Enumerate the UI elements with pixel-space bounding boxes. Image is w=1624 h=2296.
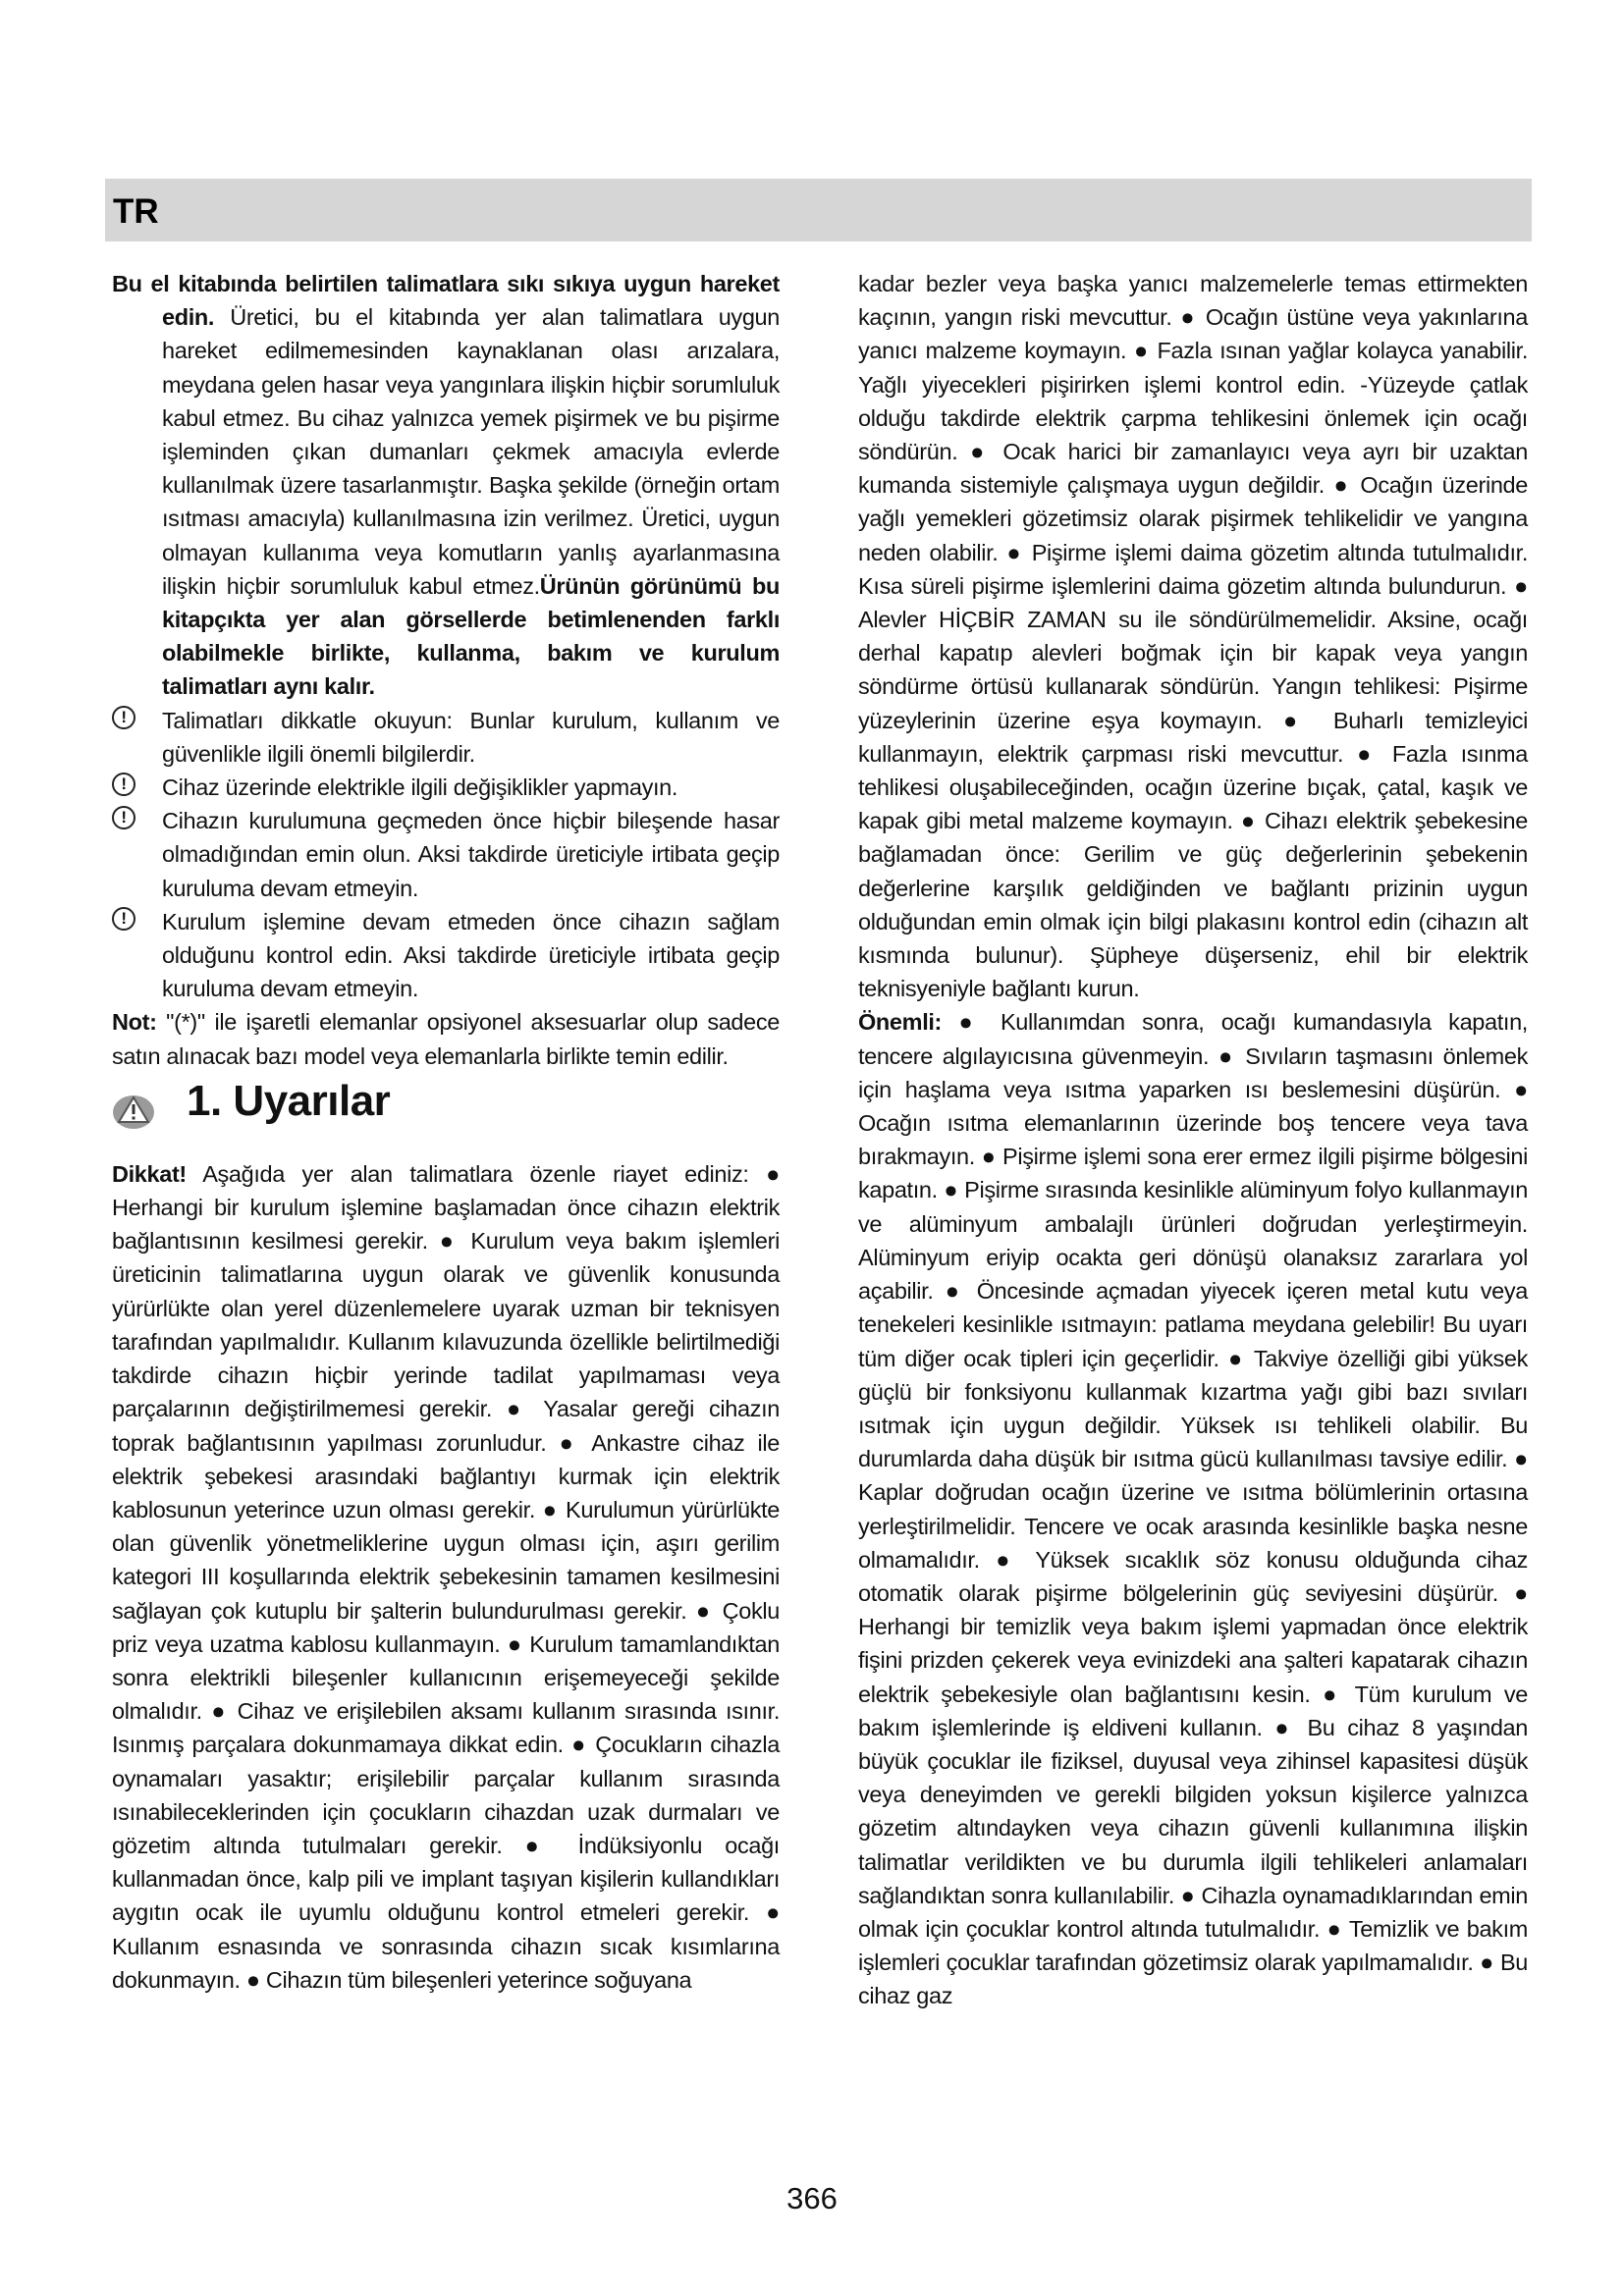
warnings-paragraph (112, 1157, 780, 1997)
language-header-bar (105, 179, 1532, 241)
exclamation-circle-icon: ! (112, 907, 135, 931)
language-code: TR (113, 192, 159, 231)
section-heading (112, 1076, 780, 1153)
exclamation-circle-icon: ! (112, 806, 135, 829)
optional-accessories-note (112, 1005, 780, 1072)
note-text: Kurulum işlemine devam etmeden önce cihazın sağlam olduğunu kontrol edin. Aksi takdirde üreticiyle irtibata geçip kuruluma devam etmeyin. (162, 908, 780, 1002)
exclamation-circle-icon: ! (112, 773, 135, 796)
section-title: 1. Uyarılar (187, 1076, 391, 1125)
page-number: 366 (786, 2181, 838, 2216)
note-text: Cihaz üzerinde elektrikle ilgili değişiklikler yapmayın. (162, 774, 678, 801)
intro-bold-lead: Bu el kitabında belirtilen talimatlara sıkı sıkıya uygun hareket edin. (112, 271, 780, 331)
warning-triangle-icon (112, 1091, 155, 1130)
dikkat-text: Aşağıda yer alan talimatlara özenle riayet ediniz: ● Herhangi bir kurulum işlemine başlamadan önce cihazın elektrik bağlantısının kesilmesi gerekir. ● Kurulum veya bakım işlemleri üreticinin talimatlarına uygun olarak ve güvenlik konusunda yürürlükte olan yerel düzenlemelere uyarak uzman bir teknisyen tarafından yapılmalıdır. Kullanım kılavuzunda özellikle belirtilmediği takdirde cihazın hiçbir yerinde tadilat yapılmaması veya parçalarının değiştirilmemesi gerekir. ● Yasalar gereği cihazın toprak bağlantısının yapılması zorunludur. ● Ankastre cihaz ile elektrik şebekesi arasındaki bağlantıyı kurmak için elektrik kablosunun yeterince uzun olması gerekir. ● Kurulumun yürürlükte olan güvenlik yönetmeliklerine uygun olması için, aşırı gerilim kategori III koşullarında elektrik şebekesinin tamamen kesilmesini sağlayan çok kutuplu bir şalterin bulundurulması gerekir. ● Çoklu priz veya uzatma kablosu kullanmayın. ● Kurulum tamamlandıktan sonra elektrikli bileşenler kullanıcının erişemeyeceği şekilde olmalıdır. ● Cihaz ve erişilebilen aksamı kullanım sırasında ısınır. Isınmış parçalara dokunmamaya dikkat edin. ● Çocukların cihazla oynamaları yasaktır; erişilebilir parçalar kullanım sırasında ısınabileceklerinden için çocukların cihazdan uzak durmaları ve gözetim altında tutulmaları gerekir. ● İndüksiyonlu ocağı kullanmadan önce, kalp pili ve implant taşıyan kişilerin kullandıkları aygıtın ocak ile uyumlu olduğunu kontrol etmeleri gerekir. ● Kullanım esnasında ve sonrasında cihazın sıcak kısımlarına dokunmayın. ● Cihazın tüm bileşenleri yeterince soğuyana (112, 1160, 780, 1993)
right-column (858, 267, 1528, 2013)
intro-text: Üretici, bu el kitabında yer alan talimatlara uygun hareket edilmemesinden kaynaklanan olası arızalara, meydana gelen hasar veya yangınlara ilişkin hiçbir sorumluluk kabul etmez. Bu cihaz yalnızca yemek pişirmek ve bu pişirme işleminden çıkan dumanları çekmek amacıyla evlerde kullanılmak üzere tasarlanmıştır. Başka şekilde (örneğin ortam ısıtması amacıyla) kullanılmasına izin verilmez. Üretici, uygun olmayan kullanıma veya komutların yanlış ayarlanmasına ilişkin hiçbir sorumluluk kabul etmez. (162, 304, 780, 599)
note-text: Cihazın kurulumuna geçmeden önce hiçbir bileşende hasar olmadığından emin olun. Aksi takdirde üreticiyle irtibata geçip kuruluma devam etmeyin. (162, 808, 780, 901)
note-item (112, 905, 780, 1006)
continued-warnings-paragraph: kadar bezler veya başka yanıcı malzemelerle temas ettirmekten kaçının, yangın riski mevcuttur. ● Ocağın üstüne veya yakınlarına yanıcı malzeme koymayın. ● Fazla ısınan yağlar kolayca yanabilir. Yağlı yiyecekleri pişirirken işlemi kontrol edin. -Yüzeyde çatlak olduğu takdirde elektrik çarpma tehlikesini önlemek için ocağı söndürün. ● Ocak harici bir zamanlayıcı veya ayrı bir uzaktan kumanda sistemiyle çalışmaya uygun değildir. ● Ocağın üzerinde yağlı yemekleri gözetimsiz olarak pişirmek tehlikelidir ve yangına neden olabilir. ● Pişirme işlemi daima gözetim altında tutulmalıdır. Kısa süreli pişirme işlemlerini daima gözetim altında bulundurun. ● Alevler HİÇBİR ZAMAN su ile söndürülmemelidir. Aksine, ocağı derhal kapatıp alevleri boğmak için bir kapak veya yangın söndürme örtüsü kullanarak söndürün. Yangın tehlikesi: Pişirme yüzeylerinin üzerine eşya koymayın. ● Buharlı temizleyici kullanmayın, elektrik çarpması riski mevcuttur. ● Fazla ısınma tehlikesi oluşabileceğinden, ocağın üzerine bıçak, çatal, kaşık ve kapak gibi metal malzeme koymayın. ● Cihazı elektrik şebekesine bağlamadan önce: Gerilim ve güç değerlerinin şebekenin değerlerine karşılık geldiğinden ve bağlantı prizinin uygun olduğundan emin olmak için bilgi plakasını kontrol edin (cihazın alt kısmında bulunur). Şüpheye düşerseniz, ehil bir elektrik teknisyeniyle bağlantı kurun. (858, 271, 1528, 1002)
left-column (112, 267, 780, 1997)
note-item (112, 704, 780, 771)
intro-paragraph (112, 267, 780, 704)
note-item (112, 804, 780, 905)
note-text: Talimatları dikkatle okuyun: Bunlar kurulum, kullanım ve güvenlikle ilgili önemli bilgilerdir. (162, 707, 780, 767)
not-label: Not: (112, 1009, 157, 1036)
not-text: "(*)" ile işaretli elemanlar opsiyonel aksesuarlar olup sadece satın alınacak bazı model veya elemanlarla birlikte temin edilir. (112, 1009, 780, 1069)
dikkat-label: Dikkat! (112, 1160, 187, 1187)
onemli-text: ● Kullanımdan sonra, ocağı kumandasıyla kapatın, tencere algılayıcısına güvenmeyin. ● Sıvıların taşmasını önlemek için haşlama veya ısıtma yaparken ısı beslemesini düşürün. ● Ocağın ısıtma elemanlarının üzerinde boş tencere veya tava bırakmayın. ● Pişirme işlemi sona erer ermez ilgili pişirme bölgesini kapatın. ● Pişirme sırasında kesinlikle alüminyum folyo kullanmayın ve alüminyum ambalajlı ürünleri doğrudan yerleştirmeyin. Alüminyum eriyip ocakta geri dönüşü olanaksız zararlara yol açabilir. ● Öncesinde açmadan yiyecek içeren metal kutu veya tenekeleri kesinlikle ısıtmayın: patlama meydana gelebilir! Bu uyarı tüm diğer ocak tipleri için geçerlidir. ● Takviye özelliği gibi yüksek güçlü bir fonksiyonu kullanmak kızartma yağı gibi bazı sıvıları ısıtmak için uygun değildir. Yüksek ısı tehlikeli olabilir. Bu durumlarda daha düşük bir ısıtma gücü kullanılması tavsiye edilir. ● Kaplar doğrudan ocağın üzerine ve ısıtma bölümlerinin ortasına yerleştirilmelidir. Tencere ve ocak arasında kesinlikle başka nesne olmamalıdır. ● Yüksek sıcaklık söz konusu olduğunda cihaz otomatik olarak pişirme bölgelerinin güç seviyesini düşürür. ● Herhangi bir temizlik veya bakım işlemi yapmadan önce elektrik fişini prizden çekerek veya evinizdeki ana şalteri kapatarak cihazın elektrik şebekesiyle olan bağlantısını kesin. ● Tüm kurulum ve bakım işlemlerinde iş eldiveni kullanın. ● Bu cihaz 8 yaşından büyük çocuklar ile fiziksel, duyusal veya zihinsel kapasitesi düşük veya deneyimden ve gerekli bilgiden yoksun kişilerce yalnızca gözetim altındayken veya cihazın güvenli kullanımına ilişkin talimatlar verildikten ve bu durumla ilgili tehlikeleri anlamaları sağlandıktan sonra kullanılabilir. ● Cihazla oynamadıklarından emin olmak için çocuklar kontrol altında tutulmalıdır. ● Temizlik ve bakım işlemleri çocuklar tarafından gözetimsiz olarak yapılmamalıdır. ● Bu cihaz gaz (858, 1009, 1528, 2009)
exclamation-circle-icon: ! (112, 706, 135, 729)
onemli-label: Önemli: (858, 1009, 943, 1036)
note-item (112, 771, 780, 804)
important-paragraph (858, 1005, 1528, 2012)
intro-bold-appearance: Ürünün görünümü bu kitapçıkta yer alan görsellerde betimlenenden farklı olabilmekle birlikte, kullanma, bakım ve kurulum talimatları aynı kalır. (162, 572, 780, 700)
